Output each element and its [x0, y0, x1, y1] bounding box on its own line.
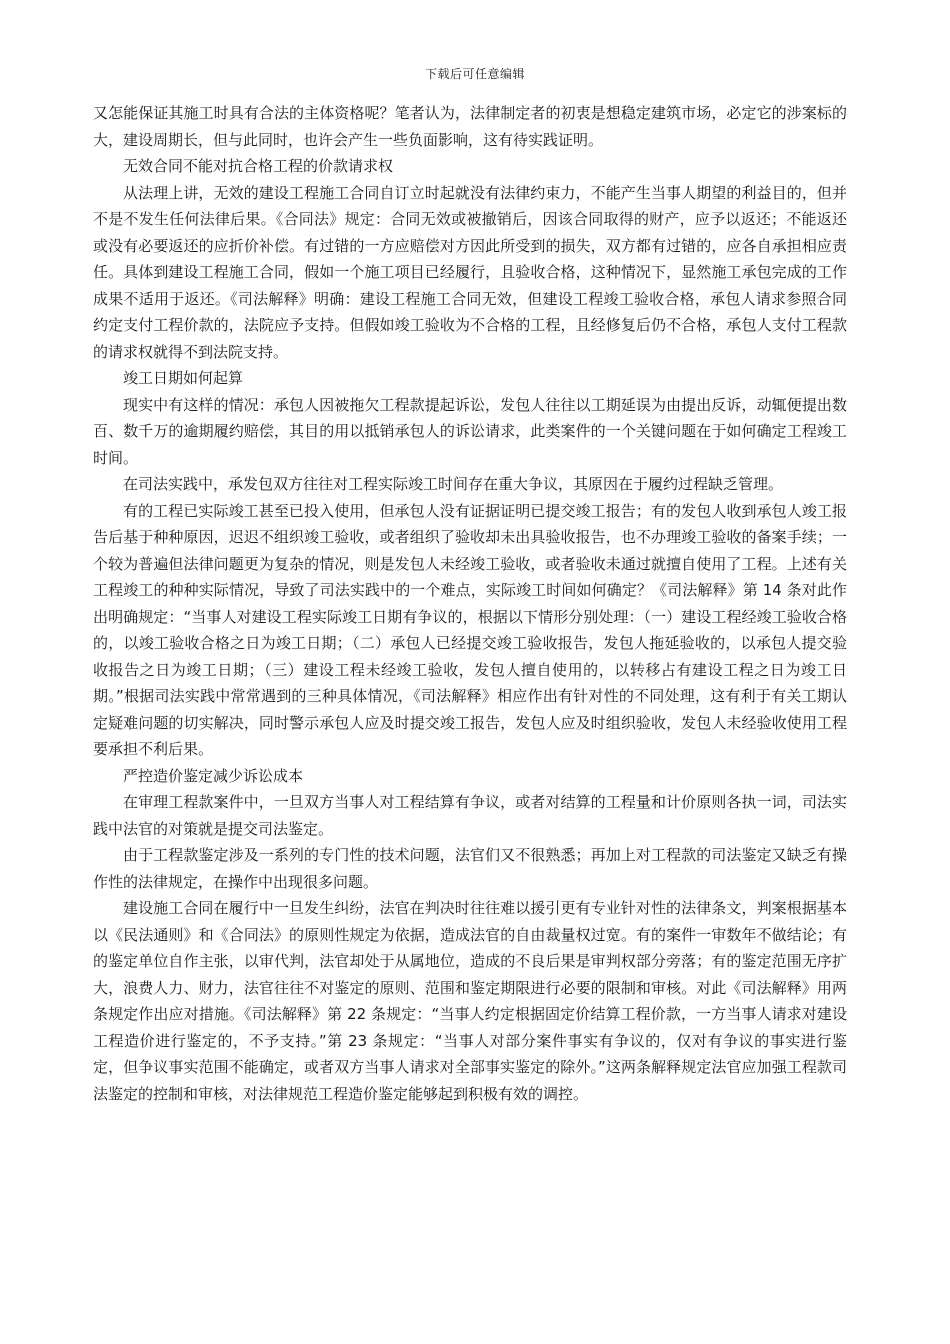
section-heading-invalid-contract: 无效合同不能对抗合格工程的价款请求权 — [123, 157, 394, 175]
paragraph: 有的工程已实际竣工甚至已投入使用，但承包人没有证据证明已提交竣工报告；有的发包人收到承包人竣工报告后基于种种原因，迟迟不组织竣工验收，或者组织了验收却未出具验收报告，也不办理竣工验收的备案手续；一个较为普遍但法律问题更为复杂的情况，则是发包人未经竣工验收，或者验收未通过就擅自使用了工程。上述有关工程竣工的种种实际情况，导致了司法实践中的一个难点，实际竣工时间如何确定？《司法解释》第 14 条对此作出明确规定：“当事人对建设工程实际竣工日期有争议的，根据以下情形分别处理：（一）建设工程经竣工验收合格的，以竣工验收合格之日为竣工日期；（二）承包人已经提交竣工验收报告，发包人拖延验收的，以承包人提交验收报告之日为竣工日期；（三）建设工程未经竣工验收，发包人擅自使用的，以转移占有建设工程之日为竣工日期。”根据司法实践中常常遇到的三种具体情况，《司法解释》相应作出有针对性的不同处理，这有利于有关工期认定疑难问题的切实解决，同时警示承包人应及时提交竣工报告，发包人应及时组织验收，发包人未经验收使用工程要承担不利后果。 — [93, 501, 847, 758]
document-body — [93, 100, 847, 1107]
page-header: 下载后可任意编辑 — [424, 67, 525, 81]
section-heading-completion-date: 竣工日期如何起算 — [123, 369, 244, 387]
paragraph: 在司法实践中，承发包双方往往对工程实际竣工时间存在重大争议，其原因在于履约过程缺乏管理。 — [123, 475, 784, 493]
section-heading-cost-appraisal: 严控造价鉴定减少诉讼成本 — [123, 766, 304, 785]
paragraph-continuation: 又怎能保证其施工时具有合法的主体资格呢？笔者认为，法律制定者的初衷是想稳定建筑市场，必定它的涉案标的大，建设周期长，但与此同时，也许会产生一些负面影响，这有待实践证明。 — [93, 104, 847, 149]
paragraph: 由于工程款鉴定涉及一系列的专门性的技术问题，法官们又不很熟悉；再加上对工程款的司法鉴定又缺乏有操作性的法律规定，在操作中出现很多问题。 — [93, 846, 847, 891]
paragraph: 从法理上讲，无效的建设工程施工合同自订立时起就没有法律约束力，不能产生当事人期望的利益目的，但并不是不发生任何法律后果。《合同法》规定：合同无效或被撤销后，因该合同取得的财产，应予以返还；不能返还或没有必要返还的应折价补偿。有过错的一方应赔偿对方因此所受到的损失，双方都有过错的，应各自承担相应责任。具体到建设工程施工合同，假如一个施工项目已经履行，且验收合格，这种情况下，显然施工承包完成的工作成果不适用于返还。《司法解释》明确：建设工程施工合同无效，但建设工程竣工验收合格，承包人请求参照合同约定支付工程价款的，法院应予支持。但假如竣工验收为不合格的工程，且经修复后仍不合格，承包人支付工程款的请求权就得不到法院支持。 — [93, 183, 847, 361]
paragraph: 建设施工合同在履行中一旦发生纠纷，法官在判决时往往难以援引更有专业针对性的法律条文，判案根据基本以《民法通则》和《合同法》的原则性规定为依据，造成法官的自由裁量权过宽。有的案件一审数年不做结论；有的鉴定单位自作主张，以审代判，法官却处于从属地位，造成的不良后果是审判权部分旁落；有的鉴定范围无序扩大，浪费人力、财力，法官往往不对鉴定的原则、范围和鉴定期限进行必要的限制和审核。对此《司法解释》用两条规定作出应对措施。《司法解释》第 22 条规定：“当事人约定根据固定价结算工程价款，一方当事人请求对建设工程造价进行鉴定的，不予支持。”第 23 条规定：“当事人对部分案件事实有争议的，仅对有争议的事实进行鉴定，但争议事实范围不能确定，或者双方当事人请求对全部事实鉴定的除外。”这两条解释规定法官应加强工程款司法鉴定的控制和审核，对法律规范工程造价鉴定能够起到积极有效的调控。 — [93, 899, 847, 1103]
paragraph: 在审理工程款案件中，一旦双方当事人对工程结算有争议，或者对结算的工程量和计价原则各执一词，司法实践中法官的对策就是提交司法鉴定。 — [93, 793, 847, 838]
paragraph: 现实中有这样的情况：承包人因被拖欠工程款提起诉讼，发包人往往以工期延误为由提出反诉，动辄便提出数百、数千万的逾期履约赔偿，其目的用以抵销承包人的诉讼请求，此类案件的一个关键问题在于如何确定工程竣工时间。 — [93, 395, 847, 467]
